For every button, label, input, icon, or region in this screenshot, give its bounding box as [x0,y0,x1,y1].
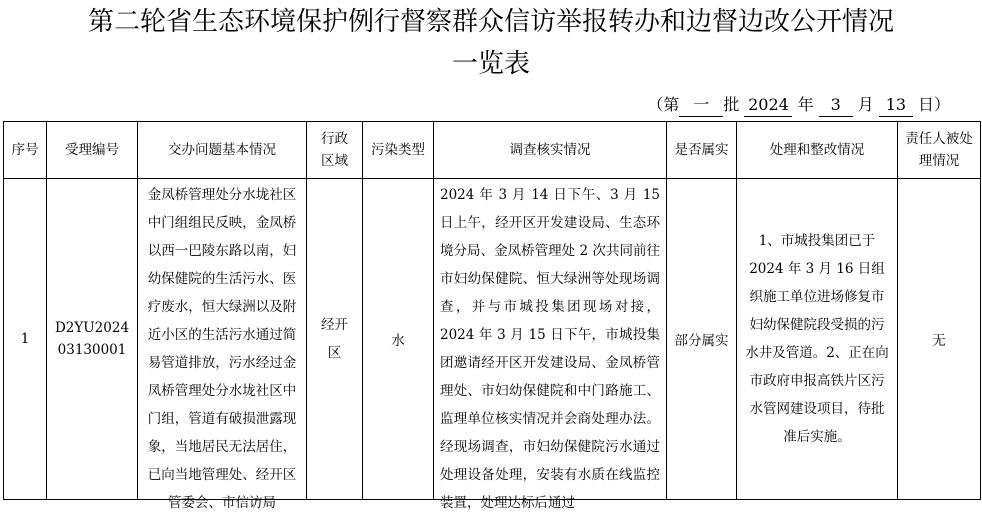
cell-id [47,179,138,500]
batch-word: 批 [723,95,740,114]
header-issue: 交办问题基本情况 [138,122,307,179]
batch-number: 一 [679,94,723,117]
header-accountability: 责任人被处理情况 [898,122,981,179]
header-verified: 是否属实 [667,122,737,179]
cell-pollution: 水 [363,179,434,500]
document-title-line2: 一览表 [451,49,530,79]
cell-issue-text: 金凤桥管理处分水垅社区中门组组民反映，金凤桥以西一巴陵东路以南，妇幼保健院的生活污水、医疗废水，恒大绿洲以及附近小区的生活污水通过简易管道排放，污水经过金凤桥管理处分水垅社区中门组，管道有破损泄露现象，当地居民无法居住，已向当地管理处、经开区管委会、市信访局 [147,187,297,511]
cell-verified: 部分属实 [667,179,737,500]
batch-day: 13 [879,94,913,117]
table-header-row [4,122,981,179]
complaint-table [3,121,981,511]
header-investigation: 调查核实情况 [434,122,667,179]
batch-close: 日） [917,95,950,114]
batch-month: 3 [819,94,853,117]
header-region: 行政区域 [307,122,363,179]
batch-date-line [647,94,950,117]
cell-handling [737,179,898,500]
cell-issue [138,179,307,511]
cell-region-text: 经开区 [321,317,348,361]
batch-year: 2024 [744,94,792,117]
cell-seq: 1 [4,179,47,500]
header-handling: 处理和整改情况 [737,122,898,179]
document-title-line1: 第二轮省生态环境保护例行督察群众信访举报转办和边督边改公开情况 [87,7,894,37]
header-id: 受理编号 [47,122,138,179]
cell-investigation [434,179,667,511]
batch-open: （第 [647,95,680,114]
cell-handling-text: 1、市城投集团已于 2024 年 3 月 16 日组织施工单位进场修复市妇幼保健院段受损的污水井及管道。2、正在向市政府申报高铁片区污水管网建设项目，待批准后实施。 [745,233,889,445]
cell-accountability: 无 [898,179,981,500]
header-seq: 序号 [4,122,47,179]
batch-month-word: 月 [857,95,874,114]
batch-year-word: 年 [797,95,814,114]
cell-id-text: D2YU202403130001 [54,320,130,358]
cell-investigation-text: 2024 年 3 月 14 日下午、3 月 15 日上午，经开区开发建设局、生态环境分局、金凤桥管理处 2 次共同前往市妇幼保健院、恒大绿洲等处现场调查，并与市城投集团现场对接，2024 年 3 月 15 日下午，市城投集团邀请经开区开发建设局、金凤桥管理处、市妇幼保健院和中门路施工、监理单位核实情况并会商处理办法。经现场调查，市妇幼保健院污水通过处理设备处理，安装有水质在线监控装置，处理达标后通过 [440,187,660,511]
table-row [4,179,981,500]
cell-region [307,179,363,500]
header-pollution: 污染类型 [363,122,434,179]
